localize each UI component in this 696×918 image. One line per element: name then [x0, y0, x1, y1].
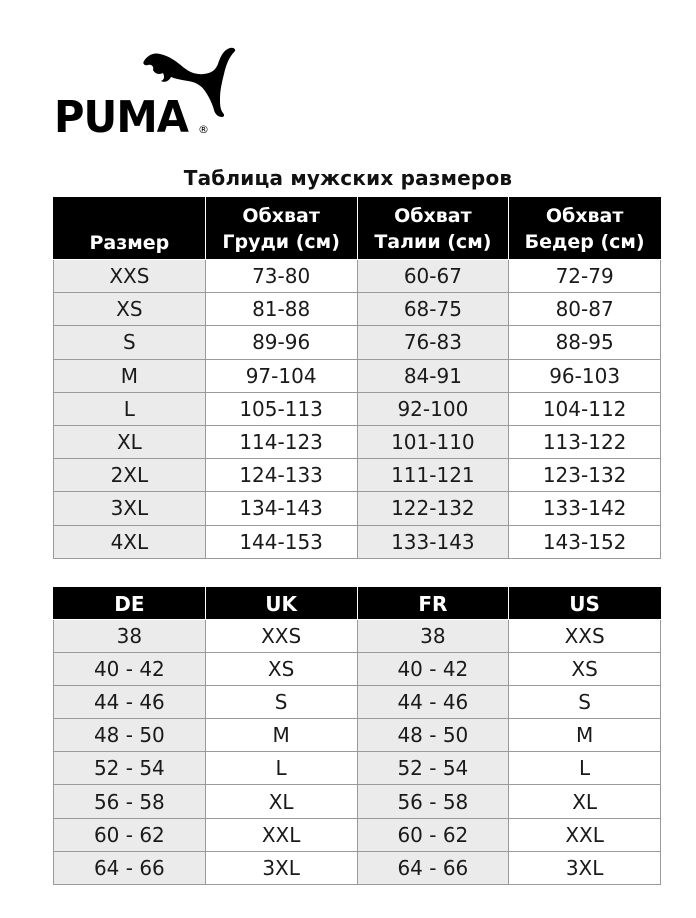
table-cell: 97-104 [205, 359, 357, 392]
table-cell: 101-110 [357, 425, 509, 458]
table-cell: M [205, 719, 357, 752]
table-row [54, 818, 661, 851]
table-cell: 134-143 [205, 492, 357, 525]
puma-wordmark: PUMA [54, 92, 189, 140]
table-header-row [54, 198, 661, 260]
table-cell: S [54, 326, 206, 359]
table-cell: 64 - 66 [54, 851, 206, 884]
body-measurements-table [53, 197, 661, 559]
table-cell: 114-123 [205, 425, 357, 458]
table-cell: 40 - 42 [54, 653, 206, 686]
table-row [54, 719, 661, 752]
column-header: Размер [54, 198, 206, 260]
column-header: Обхват Груди (см) [205, 198, 357, 260]
table-cell: 56 - 58 [357, 785, 509, 818]
table-row [54, 785, 661, 818]
table-cell: XL [509, 785, 661, 818]
table-row [54, 293, 661, 326]
table-cell: 144-153 [205, 525, 357, 558]
table-cell: 38 [54, 620, 206, 653]
table-cell: 81-88 [205, 293, 357, 326]
table-row [54, 359, 661, 392]
table-cell: XL [54, 425, 206, 458]
registered-mark: ® [198, 123, 209, 136]
table-row [54, 492, 661, 525]
table-cell: 64 - 66 [357, 851, 509, 884]
table-row [54, 392, 661, 425]
column-header: FR [357, 588, 509, 620]
table-row [54, 653, 661, 686]
table-cell: 4XL [54, 525, 206, 558]
table-cell: 52 - 54 [54, 752, 206, 785]
table-cell: 72-79 [509, 260, 661, 293]
table-cell: XL [205, 785, 357, 818]
table-cell: 60 - 62 [54, 818, 206, 851]
table-cell: 40 - 42 [357, 653, 509, 686]
table-cell: 3XL [509, 851, 661, 884]
table-cell: M [509, 719, 661, 752]
table-cell: 133-143 [357, 525, 509, 558]
table-cell: 44 - 46 [54, 686, 206, 719]
table-cell: XS [54, 293, 206, 326]
table-cell: 80-87 [509, 293, 661, 326]
table-cell: M [54, 359, 206, 392]
table-cell: 96-103 [509, 359, 661, 392]
table-cell: S [205, 686, 357, 719]
table-cell: 105-113 [205, 392, 357, 425]
table-cell: L [509, 752, 661, 785]
table-cell: 89-96 [205, 326, 357, 359]
table-cell: 123-132 [509, 459, 661, 492]
table-row [54, 326, 661, 359]
table-cell: 111-121 [357, 459, 509, 492]
table-cell: 60 - 62 [357, 818, 509, 851]
table-cell: 84-91 [357, 359, 509, 392]
table-cell: XXL [205, 818, 357, 851]
table-cell: 60-67 [357, 260, 509, 293]
table-cell: L [205, 752, 357, 785]
table-cell: XXS [205, 620, 357, 653]
table-cell: XXS [509, 620, 661, 653]
table-cell: 3XL [54, 492, 206, 525]
column-header: US [509, 588, 661, 620]
table-row [54, 851, 661, 884]
table-cell: 68-75 [357, 293, 509, 326]
table-cell: 124-133 [205, 459, 357, 492]
table-cell: XS [205, 653, 357, 686]
column-header: Обхват Талии (см) [357, 198, 509, 260]
table-cell: XS [509, 653, 661, 686]
page-title: Таблица мужских размеров [183, 166, 513, 190]
column-header: UK [205, 588, 357, 620]
table-cell: 48 - 50 [54, 719, 206, 752]
puma-logo [52, 40, 252, 140]
table-cell: 104-112 [509, 392, 661, 425]
table-cell: 122-132 [357, 492, 509, 525]
table-cell: 92-100 [357, 392, 509, 425]
table-row [54, 260, 661, 293]
table-cell: XXL [509, 818, 661, 851]
table-row [54, 425, 661, 458]
table-header-row [54, 588, 661, 620]
table-cell: 113-122 [509, 425, 661, 458]
column-header: Обхват Бедер (см) [509, 198, 661, 260]
table-cell: 48 - 50 [357, 719, 509, 752]
table-cell: 52 - 54 [357, 752, 509, 785]
table-cell: L [54, 392, 206, 425]
column-header: DE [54, 588, 206, 620]
size-conversion-table [53, 587, 661, 885]
table-cell: 73-80 [205, 260, 357, 293]
table-cell: S [509, 686, 661, 719]
table-cell: 3XL [205, 851, 357, 884]
table-cell: 76-83 [357, 326, 509, 359]
table-row [54, 620, 661, 653]
table-cell: XXS [54, 260, 206, 293]
table-row [54, 752, 661, 785]
table-cell: 56 - 58 [54, 785, 206, 818]
table-row [54, 459, 661, 492]
table-cell: 143-152 [509, 525, 661, 558]
table-row [54, 525, 661, 558]
table-cell: 44 - 46 [357, 686, 509, 719]
table-cell: 133-142 [509, 492, 661, 525]
table-cell: 88-95 [509, 326, 661, 359]
table-row [54, 686, 661, 719]
table-cell: 38 [357, 620, 509, 653]
table-cell: 2XL [54, 459, 206, 492]
